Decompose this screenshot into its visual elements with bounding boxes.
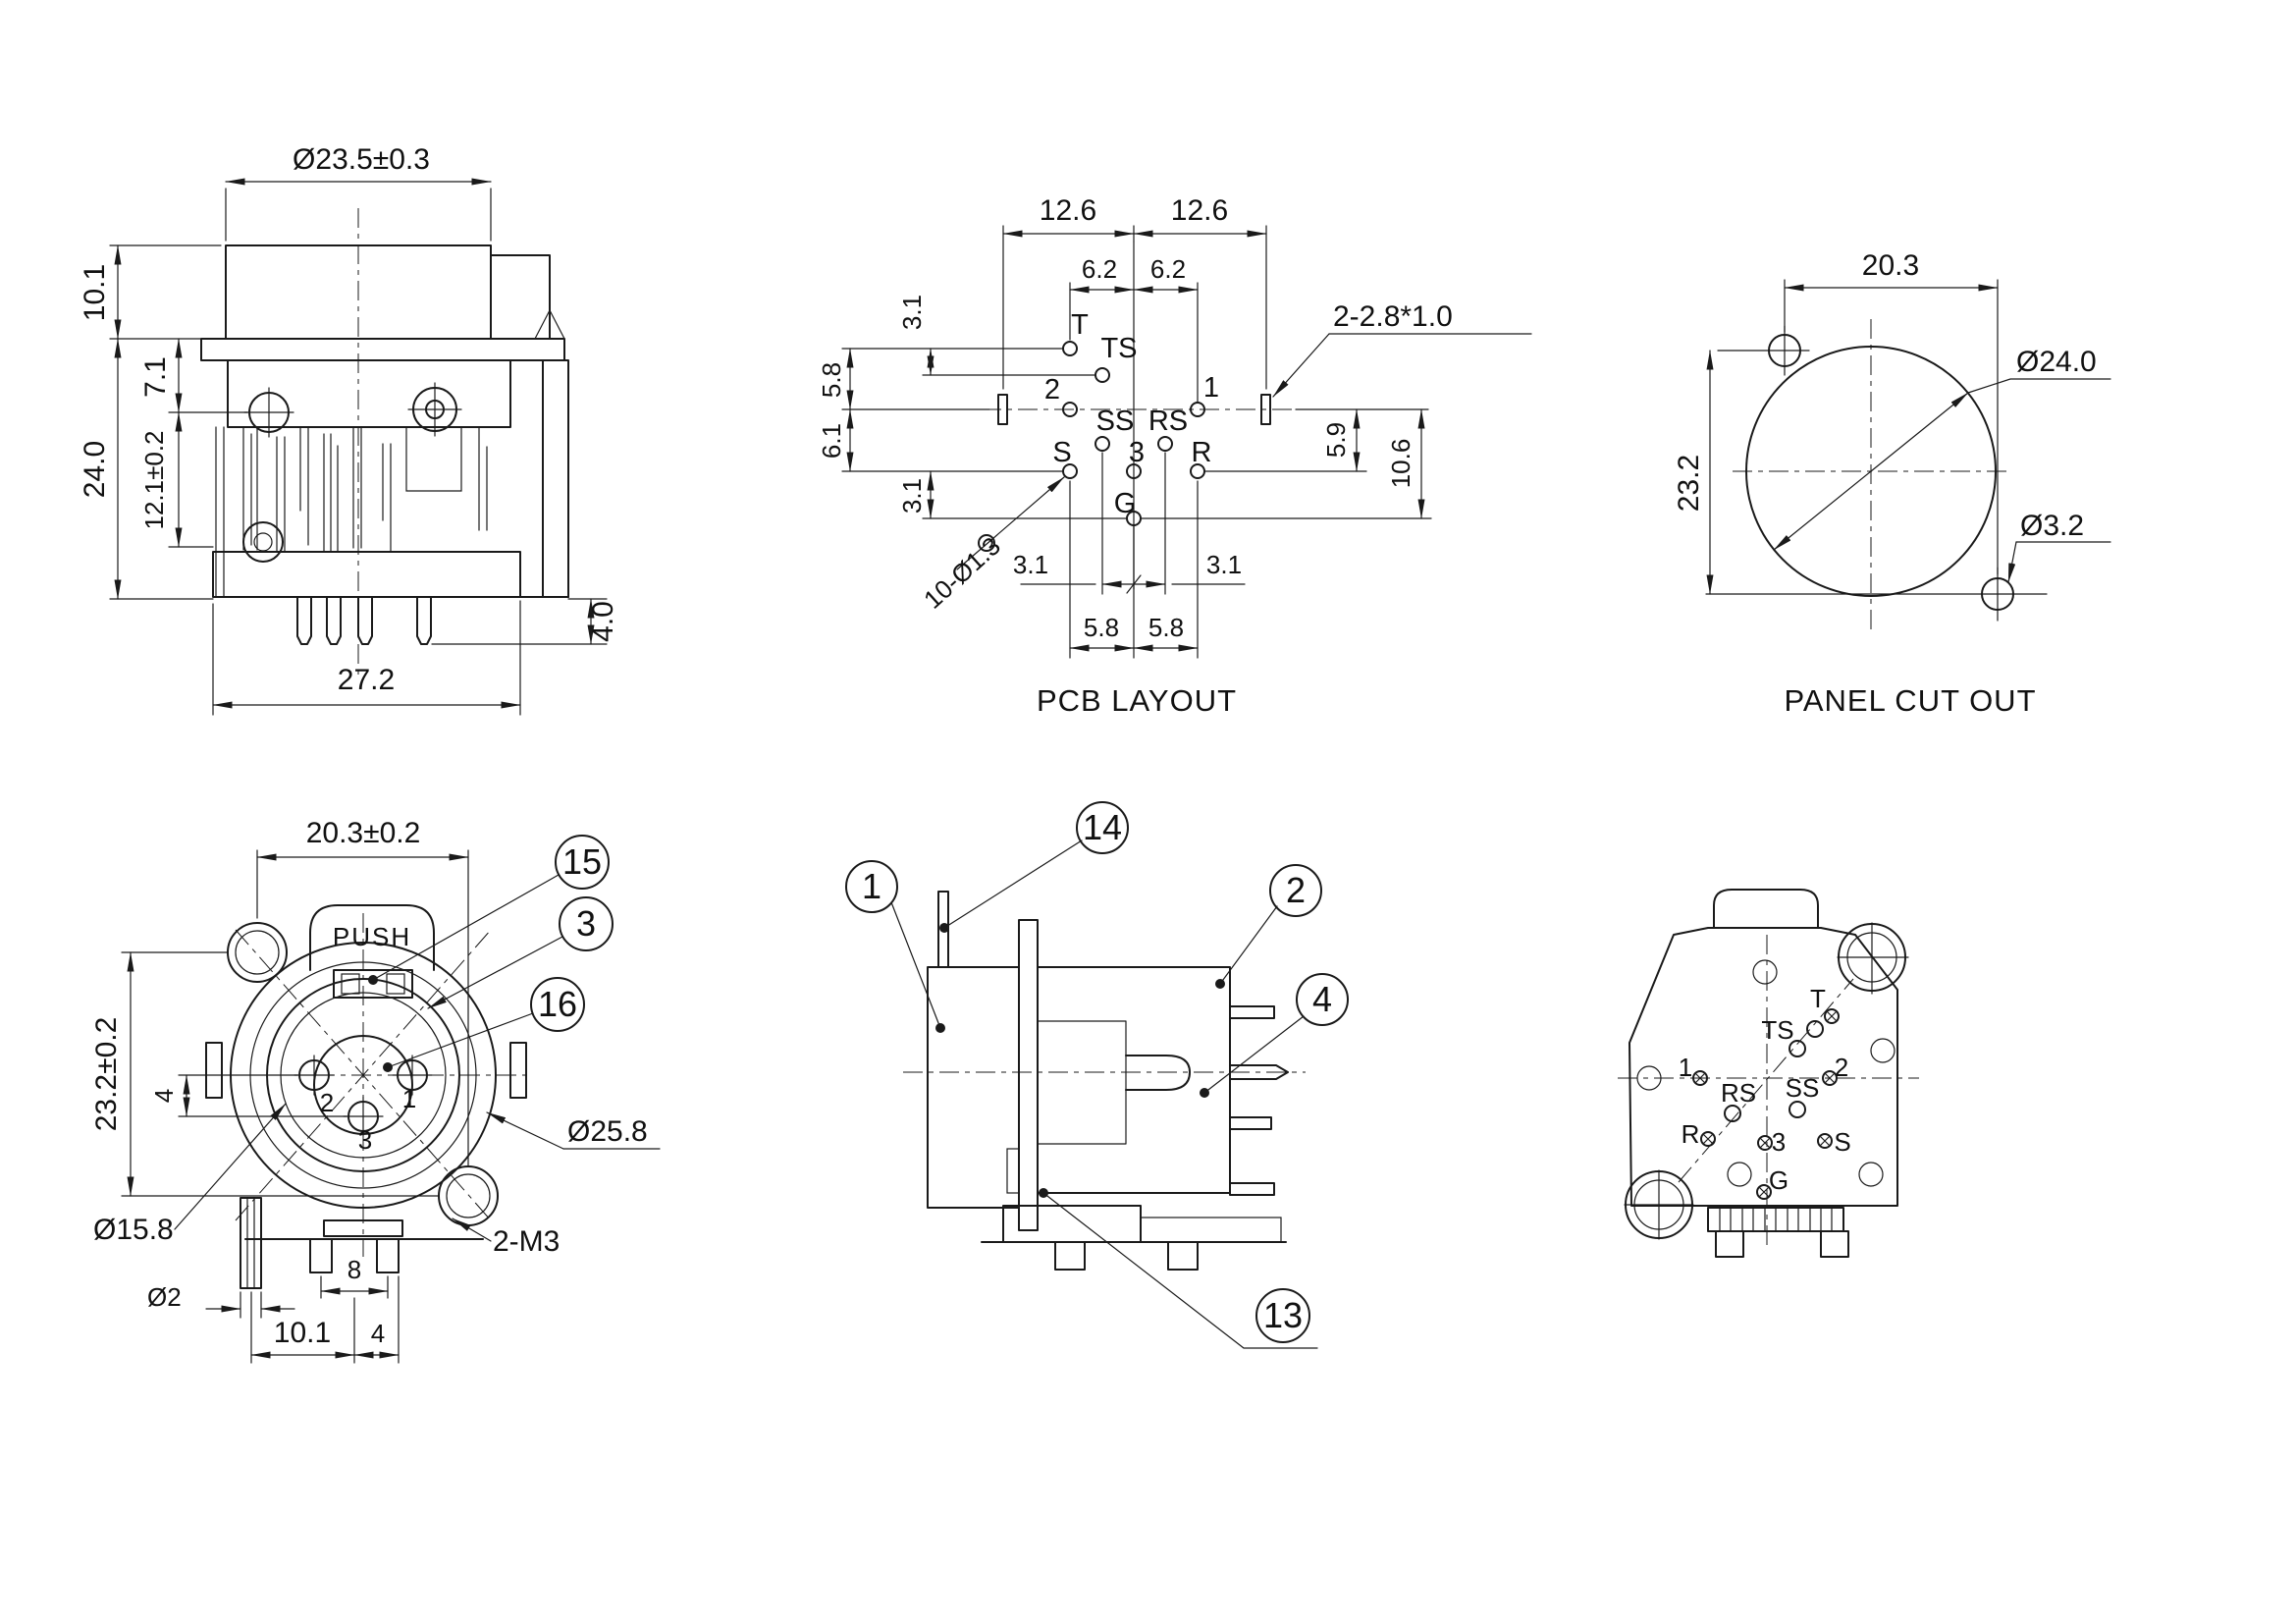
pad-label-RS: RS <box>1148 406 1189 437</box>
front-geometry <box>206 905 526 1288</box>
callout-16: 16 <box>537 984 578 1024</box>
front-pin-3: 3 <box>357 1125 373 1155</box>
rear-pad-G: G <box>1768 1165 1789 1195</box>
side-elevation-geometry <box>903 892 1306 1270</box>
rear-geometry <box>1618 890 1919 1257</box>
side-section-view <box>79 143 619 715</box>
pad-label-T: T <box>1071 309 1089 341</box>
pad-label-TS: TS <box>1100 333 1138 364</box>
dim-31-mid-left: 3.1 <box>1012 550 1049 579</box>
dim-peg-gap: 8 <box>347 1255 362 1284</box>
dim-shell-dia: Ø25.8 <box>567 1115 648 1148</box>
push-latch-label: PUSH <box>332 922 412 951</box>
dim-barrel-diameter: Ø23.5±0.3 <box>293 143 430 176</box>
dim-101: 10.1 <box>273 1317 332 1349</box>
rear-pad-SS: SS <box>1785 1073 1820 1103</box>
pad-label-SS: SS <box>1095 406 1135 437</box>
pcb-geometry <box>982 242 1296 589</box>
dim-flange-height: 7.1 <box>139 356 172 398</box>
dim-4: 4 <box>370 1319 386 1348</box>
front-pin-1: 1 <box>401 1084 417 1113</box>
callout-15: 15 <box>561 841 603 882</box>
dim-front-width: 20.3±0.2 <box>305 817 421 849</box>
rear-pad-T: T <box>1810 984 1826 1013</box>
callout-3: 3 <box>575 903 597 944</box>
dim-cutout-hole: Ø24.0 <box>2016 346 2097 378</box>
dim-hole-offset: 12.1±0.2 <box>139 430 169 530</box>
dim-61-left: 6.1 <box>817 422 846 460</box>
dim-31-bottom: 3.1 <box>897 477 927 514</box>
pad-label-2: 2 <box>1043 374 1061 406</box>
dim-62-right: 6.2 <box>1149 254 1187 284</box>
dim-pitch-right: 12.6 <box>1170 194 1229 227</box>
dim-cutout-width: 20.3 <box>1861 249 1920 282</box>
dim-62-left: 6.2 <box>1081 254 1118 284</box>
pad-label-S: S <box>1052 437 1072 468</box>
pad-label-G: G <box>1113 488 1137 519</box>
rear-pad-1: 1 <box>1678 1053 1693 1082</box>
rear-pad-2: 2 <box>1834 1053 1849 1082</box>
dim-pin-dia: Ø2 <box>147 1282 182 1312</box>
screw-note: 2-M3 <box>493 1225 561 1258</box>
dim-pin-length: 4.0 <box>587 601 619 642</box>
slot-note: 2-2.8*1.0 <box>1333 300 1453 333</box>
pad-label-1: 1 <box>1202 372 1220 404</box>
rear-pad-TS: TS <box>1761 1015 1794 1045</box>
dim-upper-height: 10.1 <box>79 263 111 322</box>
hole-note: 10-Ø1.3 <box>918 530 1006 615</box>
panel-cutout-view <box>1673 249 2110 718</box>
dim-pin-gap: 4 <box>149 1088 179 1104</box>
panel-cutout-title: PANEL CUT OUT <box>1784 683 2037 718</box>
panel-dimensions <box>1706 280 2110 594</box>
dim-front-height: 23.2±0.2 <box>90 1016 123 1132</box>
dim-31-top: 3.1 <box>897 294 927 331</box>
callout-14: 14 <box>1082 807 1123 847</box>
side-section-geometry <box>201 208 568 676</box>
dim-cutout-height: 23.2 <box>1673 454 1705 513</box>
dim-58-bot-right: 5.8 <box>1148 613 1185 642</box>
dim-58-left: 5.8 <box>817 361 846 399</box>
pcb-layout-view <box>817 194 1531 718</box>
front-pin-2: 2 <box>319 1088 335 1117</box>
dim-59-right: 5.9 <box>1321 421 1351 459</box>
rear-pad-R: R <box>1681 1119 1700 1149</box>
front-view <box>90 817 660 1363</box>
callout-2: 2 <box>1285 870 1307 910</box>
pad-label-3: 3 <box>1128 437 1146 468</box>
rear-pad-RS: RS <box>1720 1078 1757 1108</box>
rear-view <box>1618 890 1919 1257</box>
dim-overall-width: 27.2 <box>337 664 396 696</box>
side-elevation-callouts <box>846 802 1348 1348</box>
dim-pitch-left: 12.6 <box>1039 194 1097 227</box>
callout-13: 13 <box>1262 1295 1304 1335</box>
dim-body-depth: 24.0 <box>79 440 111 499</box>
callout-1: 1 <box>861 866 882 906</box>
dim-31-mid-right: 3.1 <box>1205 550 1243 579</box>
rear-pad-S: S <box>1834 1127 1851 1157</box>
side-elevation-view <box>846 802 1348 1348</box>
callout-4: 4 <box>1311 979 1333 1019</box>
dim-58-bot-left: 5.8 <box>1083 613 1120 642</box>
dim-106-right: 10.6 <box>1386 438 1415 489</box>
rear-pad-3: 3 <box>1771 1127 1787 1157</box>
pcb-layout-title: PCB LAYOUT <box>1036 683 1238 718</box>
dim-insert-dia: Ø15.8 <box>93 1214 174 1246</box>
dim-cutout-screw: Ø3.2 <box>2020 510 2085 542</box>
pad-label-R: R <box>1191 437 1212 468</box>
